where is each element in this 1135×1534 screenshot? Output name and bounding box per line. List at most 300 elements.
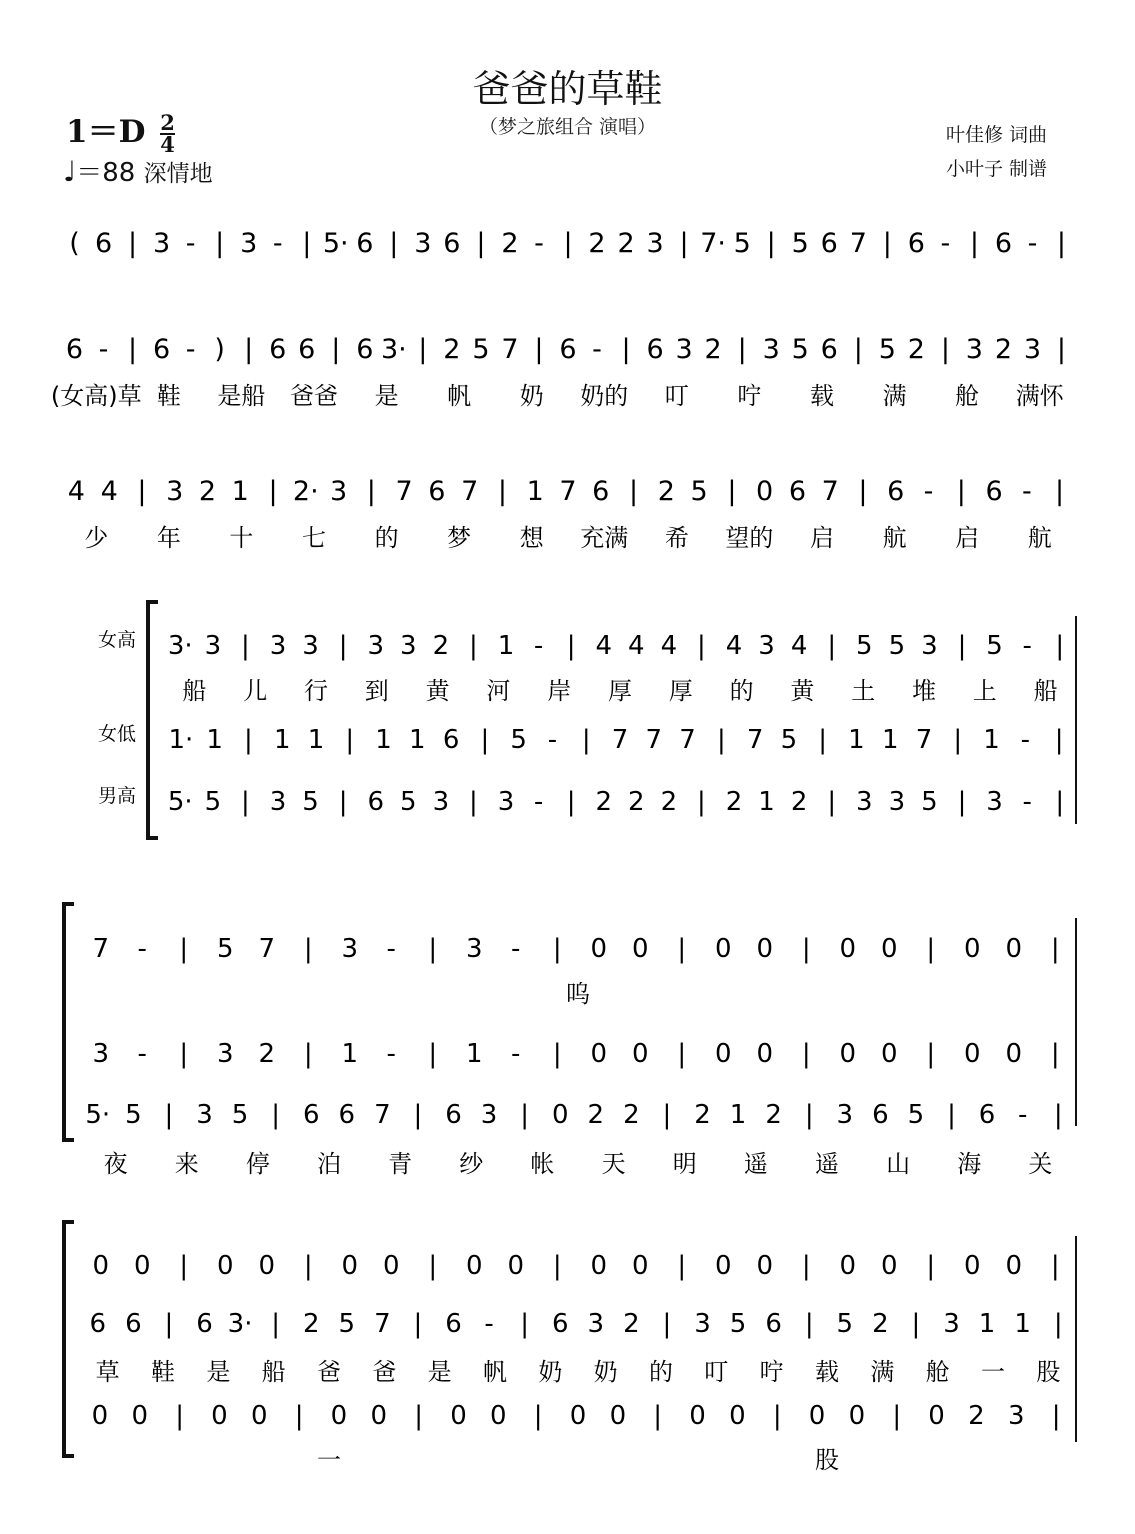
note-digit: | [1056, 228, 1067, 259]
note-digit: | [303, 1039, 313, 1069]
note-digit: 0 [631, 1039, 649, 1069]
note-digit: | [1053, 1100, 1063, 1130]
note-digit: | [418, 334, 428, 365]
note-digit: - [533, 631, 544, 661]
note-digit: 0 [590, 934, 608, 964]
note-digit: 7 [611, 725, 629, 755]
lyric: 遥 [815, 1150, 839, 1178]
note-digit: 2 [694, 1100, 711, 1130]
note-digit: 3 [240, 228, 258, 259]
note-digit: - [386, 1039, 396, 1069]
voice-label: 男高 [97, 785, 136, 807]
lyric: 爸爸 [290, 382, 338, 410]
note-digit: | [697, 787, 706, 817]
note-digit: 1 [273, 725, 291, 755]
note-digit: | [563, 228, 573, 259]
lyric: 想 [519, 524, 544, 552]
note-digit: | [413, 1100, 423, 1130]
note-digit: 7 [92, 934, 110, 964]
note-digit: 3 [943, 1309, 960, 1339]
system-bracket [148, 602, 158, 838]
note-digit: - [1027, 228, 1038, 259]
note-digit: | [128, 334, 138, 365]
note-digit: 0 [131, 1401, 149, 1431]
lyric: 舱 [955, 382, 980, 410]
lyric: 草 [95, 1358, 120, 1386]
note-digit: 6 [592, 476, 610, 507]
lyric: 爸 [317, 1358, 341, 1386]
note-digit: 5 [791, 334, 809, 365]
note-digit: 0 [551, 1100, 569, 1130]
note-digit: | [716, 725, 726, 755]
note-digit: | [552, 1251, 562, 1281]
note-digit: 2 [623, 1100, 640, 1130]
lyric: (女高)草 [50, 382, 142, 410]
note-digit: 3 [204, 631, 222, 661]
note-digit: 6 [269, 334, 287, 365]
note-digit: | [428, 1039, 438, 1069]
note-digit: 6 [367, 787, 384, 817]
lyric: 明 [672, 1150, 697, 1178]
note-digit: 2 [587, 1100, 605, 1130]
note-digit: 2 [872, 1309, 889, 1339]
note-digit: 4 [628, 631, 645, 661]
note-digit: 0 [330, 1401, 348, 1431]
note-digit: | [345, 725, 355, 755]
note-digit: ) [214, 334, 225, 365]
note-digit: 5· [167, 787, 193, 817]
note-digit: 3 [153, 228, 171, 259]
note-digit: - [923, 476, 934, 507]
note-digit: | [969, 228, 979, 259]
note-digit: | [628, 476, 639, 507]
note-digit: 6 [338, 1100, 356, 1130]
note-digit: 6 [196, 1309, 213, 1339]
note-digit: 0 [216, 1251, 234, 1281]
note-digit: 3 [921, 631, 938, 661]
note-digit: | [882, 228, 892, 259]
note-digit: 3 [836, 1100, 854, 1130]
note-digit: 0 [756, 1039, 774, 1069]
note-digit: 0 [808, 1401, 826, 1431]
choral-system-1 [98, 602, 1076, 838]
note-digit: | [520, 1309, 530, 1339]
note-digit: 3 [400, 631, 417, 661]
note-digit: - [511, 1039, 521, 1069]
note-digit: 3 [196, 1100, 213, 1130]
note-digit: 0 [756, 476, 774, 507]
note-digit: 6 [153, 334, 171, 365]
note-digit: 5 [921, 787, 938, 817]
note-digit: 3 [341, 934, 359, 964]
lyric: 上 [972, 677, 997, 705]
note-digit: 0 [1005, 1251, 1023, 1281]
lyric: 少 [84, 524, 109, 552]
note-digit: 4 [100, 476, 118, 507]
note-digit: - [547, 725, 558, 755]
note-digit: | [911, 1309, 921, 1339]
lyric: 奶的 [580, 382, 629, 410]
note-digit: 0 [92, 1251, 110, 1281]
note-digit: 6 [445, 1100, 462, 1130]
note-digit: 2 [704, 334, 722, 365]
note-digit: 6 [788, 476, 807, 507]
note-digit: 2 [302, 1309, 320, 1339]
note-digit: 0 [880, 1039, 898, 1069]
note-digit: 4 [790, 631, 808, 661]
note-digit: - [1022, 787, 1032, 817]
lyric: 叮 [664, 382, 689, 410]
note-digit: 7 [821, 476, 839, 507]
note-digit: | [533, 1401, 543, 1431]
note-digit: 0 [689, 1401, 706, 1431]
note-digit: 0 [590, 1251, 608, 1281]
note-digit: - [386, 934, 396, 964]
note-digit: 6 [765, 1309, 782, 1339]
lyric: 咛 [759, 1358, 784, 1386]
note-digit: 7 [374, 1100, 391, 1130]
note-digit: | [621, 334, 631, 365]
lyric: 启 [955, 524, 980, 552]
note-digit: 2 [501, 228, 519, 259]
note-digit: 0 [450, 1401, 467, 1431]
lyric: 咛 [737, 382, 762, 410]
note-digit: 7 [679, 725, 696, 755]
note-digit: | [957, 631, 967, 661]
lyric: 堆 [912, 677, 936, 705]
note-digit: 7 [559, 476, 577, 507]
note-digit: - [534, 228, 544, 259]
lyric: 土 [851, 677, 876, 705]
note-digit: 5 [204, 787, 222, 817]
note-digit: 1· [168, 725, 194, 755]
quarter-note-icon: ♩ [63, 155, 77, 188]
note-digit: 2 [628, 787, 645, 817]
note-digit: 6 [985, 476, 1003, 507]
note-digit: 6 [94, 228, 113, 259]
note-digit: | [1050, 934, 1060, 964]
lyric: 厚 [668, 677, 693, 705]
note-digit: 1 [758, 787, 775, 817]
lyric: 遥 [743, 1150, 768, 1178]
note-digit: 0 [382, 1251, 400, 1281]
note-digit: | [772, 1401, 782, 1431]
lyric: 一 [981, 1358, 1005, 1386]
note-digit: | [271, 1309, 281, 1339]
note-digit: - [137, 1039, 147, 1069]
lyric: 奶 [593, 1358, 618, 1386]
note-digit: 5· [85, 1100, 111, 1130]
note-digit: | [414, 1401, 424, 1431]
lyric: 十 [229, 524, 254, 552]
note-digit: | [164, 1100, 174, 1130]
note-digit: - [1021, 476, 1032, 507]
note-digit: 5 [125, 1100, 142, 1130]
note-digit: 0 [590, 1039, 608, 1069]
note-digit: 1 [729, 1100, 747, 1130]
note-digit: | [1054, 725, 1064, 755]
lyric: 载 [815, 1358, 839, 1386]
note-digit: 2 [198, 476, 217, 507]
note-digit: | [271, 1100, 281, 1130]
note-digit: | [801, 1251, 811, 1281]
lyric: 充满 [580, 524, 629, 552]
note-digit: 5 [836, 1309, 854, 1339]
lyric: 关 [1028, 1150, 1053, 1178]
note-digit: 0 [251, 1401, 268, 1431]
choral-system-2 [64, 904, 1076, 1178]
engraver: 小叶子 制谱 [946, 158, 1048, 180]
note-digit: 7 [645, 725, 663, 755]
note-digit: | [294, 1401, 304, 1431]
note-digit: | [766, 228, 776, 259]
note-digit: | [428, 1251, 438, 1281]
lyric: 帆 [483, 1358, 507, 1386]
lyric: 满 [870, 1358, 895, 1386]
note-digit: | [241, 631, 250, 661]
expression-marking: 深情地 [143, 161, 213, 187]
note-digit: | [677, 934, 687, 964]
note-digit: 6 [302, 1100, 320, 1130]
note-digit: 2 [790, 787, 808, 817]
note-digit: 6 [887, 476, 905, 507]
system-bracket [64, 904, 74, 1140]
note-digit: 6 [551, 1309, 569, 1339]
voice-label: 女低 [97, 723, 136, 745]
note-digit: | [679, 228, 689, 259]
note-digit: 3 [465, 934, 483, 964]
note-digit: 3 [480, 1100, 498, 1130]
note-digit: 0 [963, 1251, 981, 1281]
note-digit: 2 [443, 334, 461, 365]
lyric: 叮 [704, 1358, 729, 1386]
note-digit: 3 [587, 1309, 605, 1339]
note-digit: | [926, 1039, 936, 1069]
note-digit: 3 [269, 787, 287, 817]
note-digit: | [801, 1039, 811, 1069]
note-digit: - [137, 934, 147, 964]
lyric: 望的 [725, 524, 774, 552]
note-digit: - [592, 334, 602, 365]
note-digit: 0 [714, 934, 732, 964]
note-digit: 0 [848, 1401, 866, 1431]
note-digit: 7· [700, 228, 727, 259]
note-digit: 0 [714, 1251, 732, 1281]
note-digit: 7 [849, 228, 867, 259]
note-digit: 5 [690, 476, 708, 507]
note-digit: - [1020, 725, 1031, 755]
lyric: 泊 [317, 1150, 341, 1178]
note-digit: | [737, 334, 747, 365]
note-digit: 5 [400, 787, 417, 817]
lyric: 海 [957, 1150, 982, 1178]
note-digit: 2 [657, 476, 675, 507]
note-digit: | [268, 476, 278, 507]
lyric: 岸 [547, 677, 572, 705]
note-digit: | [858, 476, 868, 507]
lyric: 是 [206, 1358, 231, 1386]
note-digit: 5 [856, 631, 873, 661]
lyric: 一 [317, 1446, 341, 1474]
note-digit: | [244, 725, 253, 755]
note-digit: | [469, 631, 478, 661]
note-digit: | [552, 1039, 562, 1069]
note-digit: 1 [409, 725, 426, 755]
note-digit: 3 [92, 1039, 110, 1069]
lyric: 的 [374, 524, 399, 552]
lyric: 是船 [217, 382, 266, 410]
note-digit: | [520, 1100, 530, 1130]
note-digit: 2 [258, 1039, 276, 1069]
note-digit: | [677, 1039, 687, 1069]
note-digit: 3 [414, 228, 432, 259]
note-digit: 3 [762, 334, 780, 365]
note-digit: 1 [341, 1039, 359, 1069]
note-digit: 6 [356, 334, 374, 365]
note-digit: | [1050, 1251, 1060, 1281]
note-digit: 0 [211, 1401, 228, 1431]
note-digit: | [338, 787, 348, 817]
note-digit: 1 [978, 1309, 996, 1339]
note-digit: 6 [125, 1309, 142, 1339]
note-digit: | [1055, 631, 1065, 661]
note-digit: 3 [1007, 1401, 1025, 1431]
note-digit: | [331, 334, 341, 365]
note-digit: | [953, 725, 963, 755]
note-digit: | [480, 725, 490, 755]
note-digit: 3 [758, 631, 775, 661]
note-digit: | [653, 1401, 663, 1431]
note-digit: 3· [380, 334, 407, 365]
note-digit: 5 [780, 725, 798, 755]
lyric: 是 [374, 382, 399, 410]
note-digit: 2 [595, 787, 612, 817]
note-digit: 6 [89, 1309, 107, 1339]
note-digit: 3 [329, 476, 348, 507]
note-digit: 3 [856, 787, 873, 817]
note-digit: 3 [497, 787, 515, 817]
note-digit: 0 [839, 1251, 857, 1281]
note-digit: | [366, 476, 376, 507]
lyric: 黄 [790, 677, 815, 705]
note-digit: | [175, 1401, 184, 1431]
note-digit: 0 [756, 934, 774, 964]
note-digit: 3 [675, 334, 693, 365]
note-digit: 0 [1005, 934, 1023, 964]
lyric: 启 [810, 524, 834, 552]
note-digit: 5 [791, 228, 809, 259]
note-digit: 6 [298, 334, 316, 365]
note-digit: | [926, 1251, 936, 1281]
lyric: 满 [882, 382, 907, 410]
note-digit: | [956, 476, 966, 507]
lyric: 是 [427, 1358, 452, 1386]
note-digit: | [566, 631, 576, 661]
note-digit: | [137, 476, 147, 507]
lyric: 停 [245, 1150, 270, 1178]
lyric: 希 [664, 524, 689, 552]
tempo-value: ＝88 [76, 158, 136, 188]
note-digit: 5 [338, 1309, 356, 1339]
time-denominator: 4 [160, 131, 175, 157]
note-digit: 0 [714, 1039, 732, 1069]
note-digit: | [727, 476, 737, 507]
note-digit: 3 [888, 787, 906, 817]
note-digit: | [892, 1401, 902, 1431]
note-digit: 4 [725, 631, 743, 661]
choral-system-3 [64, 1222, 1076, 1474]
note-digit: 2 [623, 1309, 640, 1339]
lyric: 呜 [566, 980, 590, 1008]
note-digit: 7 [258, 934, 276, 964]
note-digit: | [662, 1309, 672, 1339]
note-digit: 6 [646, 334, 664, 365]
note-digit: 0 [91, 1401, 109, 1431]
note-digit: 2 [765, 1100, 782, 1130]
staff-line-2 [51, 334, 1066, 410]
note-digit: - [98, 334, 109, 365]
lyric: 厚 [608, 677, 632, 705]
note-digit: 6 [907, 228, 925, 259]
note-digit: 5 [986, 631, 1003, 661]
note-digit: 2 [968, 1401, 985, 1431]
note-digit: 7 [915, 725, 933, 755]
note-digit: 1 [1014, 1309, 1031, 1339]
note-digit: 3· [167, 631, 193, 661]
note-digit: | [581, 725, 591, 755]
lyric: 船 [1033, 677, 1058, 705]
lyric: 来 [174, 1150, 199, 1178]
lyric: 奶 [519, 382, 544, 410]
note-digit: 2 [432, 631, 450, 661]
lyric: 舱 [925, 1358, 950, 1386]
note-digit: - [484, 1309, 494, 1339]
note-digit: 5 [733, 228, 751, 259]
lyric: 纱 [459, 1150, 484, 1178]
note-digit: | [179, 1039, 189, 1069]
staff-line-3 [68, 476, 1064, 552]
note-digit: 6 [442, 725, 460, 755]
note-digit: | [428, 934, 438, 964]
note-digit: 0 [839, 934, 857, 964]
note-digit: | [476, 228, 486, 259]
note-digit: | [338, 631, 348, 661]
note-digit: | [534, 334, 544, 365]
note-digit: 1 [983, 725, 1000, 755]
note-digit: 5 [729, 1309, 747, 1339]
lyric: 载 [810, 382, 834, 410]
note-digit: | [1055, 476, 1065, 507]
note-digit: 5 [216, 934, 234, 964]
lyric: 船 [261, 1358, 286, 1386]
note-digit: - [185, 334, 196, 365]
note-digit: 2 [994, 334, 1013, 365]
note-digit: ( [69, 228, 80, 259]
note-digit: | [566, 787, 576, 817]
staff-line-1 [69, 228, 1066, 259]
note-digit: | [940, 334, 950, 365]
score-subtitle: （梦之旅组合 演唱） [478, 116, 657, 138]
note-digit: | [853, 334, 863, 365]
lyric: 年 [156, 524, 181, 552]
note-digit: 5 [510, 725, 527, 755]
note-digit: 6 [994, 228, 1013, 259]
lyric: 夜 [103, 1150, 128, 1178]
note-digit: 3 [166, 476, 184, 507]
note-digit: 6 [443, 228, 461, 259]
note-digit: 2 [907, 334, 925, 365]
note-digit: | [244, 334, 254, 365]
